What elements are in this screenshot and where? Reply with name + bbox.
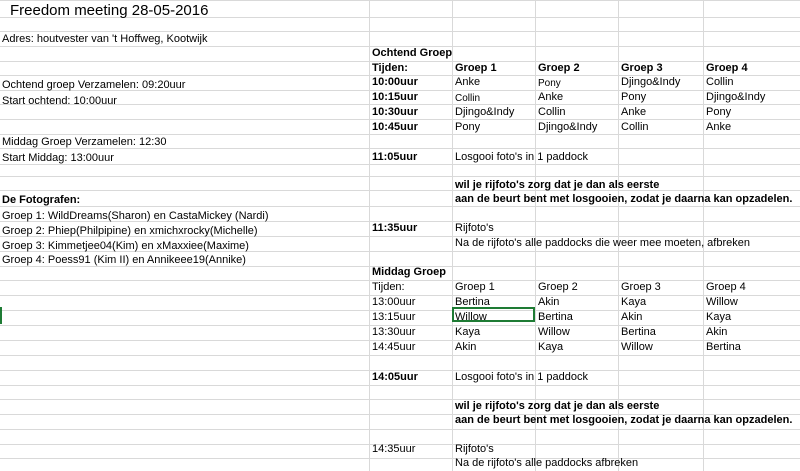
ochtend-cell[interactable]: Pony [621, 91, 647, 103]
middag-time[interactable]: 14:45uur [372, 341, 416, 353]
middag-cell[interactable]: Willow [706, 296, 738, 308]
middag-col-groep4[interactable]: Groep 4 [706, 281, 746, 293]
ochtend-cell[interactable]: Pony [706, 106, 732, 118]
middag-cell[interactable]: Kaya [538, 341, 564, 353]
ochtend-col-groep4[interactable]: Groep 4 [706, 62, 748, 74]
middag-cell[interactable]: Kaya [621, 296, 647, 308]
middag-note2[interactable]: aan de beurt bent met losgooien, zodat je daarna kan opzadelen. [455, 414, 793, 426]
fotografen-header[interactable]: De Fotografen: [2, 194, 81, 206]
grid-col-line [452, 0, 453, 471]
ochtend-cell[interactable]: Collin [538, 106, 566, 118]
grid-row-line [0, 0, 800, 1]
grid-row-line [0, 176, 800, 177]
ochtend-cell[interactable]: Pony [538, 78, 561, 89]
ochtend-rij-note[interactable]: Na de rijfoto's alle paddocks die weer mee moeten, afbreken [455, 237, 750, 249]
selected-cell-outline [452, 307, 535, 322]
grid-row-line [0, 190, 800, 191]
middag-col-groep1[interactable]: Groep 1 [455, 281, 495, 293]
ochtend-rij-time[interactable]: 11:35uur [372, 222, 418, 234]
selected-row-marker [0, 307, 2, 324]
ochtend-time[interactable]: 10:00uur [372, 76, 418, 88]
ochtend-col-groep2[interactable]: Groep 2 [538, 62, 580, 74]
ochtend-col-tijden[interactable]: Tijden: [372, 62, 408, 74]
middag-losgooi-time[interactable]: 14:05uur [372, 371, 418, 383]
ochtend-cell[interactable]: Pony [455, 121, 481, 133]
middag-cell[interactable]: Akin [621, 311, 643, 323]
grid-row-line [0, 385, 800, 386]
grid-row-line [0, 355, 800, 356]
ochtend-header[interactable]: Ochtend Groep [372, 47, 453, 59]
fotograaf-row[interactable]: Groep 2: Phiep(Philpipine) en xmichxrocky(Michelle) [2, 225, 258, 237]
ochtend-col-groep1[interactable]: Groep 1 [455, 62, 497, 74]
ochtend-rij[interactable]: Rijfoto's [455, 222, 494, 234]
ochtend-time[interactable]: 10:45uur [372, 121, 418, 133]
middag-cell[interactable]: Kaya [706, 311, 732, 323]
fotograaf-row[interactable]: Groep 3: Kimmetjee04(Kim) en xMaxxiee(Maxime) [2, 240, 249, 252]
ochtend-cell[interactable]: Collin [455, 93, 481, 104]
middag-cell[interactable]: Willow [621, 341, 653, 353]
middag-header[interactable]: Middag Groep [372, 266, 446, 278]
middag-losgooi[interactable]: Losgooi foto's in 1 paddock [455, 371, 588, 383]
middag-col-groep2[interactable]: Groep 2 [538, 281, 578, 293]
ochtend-cell[interactable]: Anke [706, 121, 732, 133]
grid-row-line [0, 206, 800, 207]
middag-cell[interactable]: Akin [538, 296, 560, 308]
middag-verzamelen-cell[interactable]: Middag Groep Verzamelen: 12:30 [2, 136, 167, 148]
ochtend-time[interactable]: 10:15uur [372, 91, 418, 103]
middag-cell[interactable]: Kaya [455, 326, 481, 338]
middag-time[interactable]: 13:30uur [372, 326, 416, 338]
ochtend-verzamelen-cell[interactable]: Ochtend groep Verzamelen: 09:20uur [2, 79, 186, 91]
middag-rij-time[interactable]: 14:35uur [372, 443, 416, 455]
grid-row-line [0, 399, 800, 400]
fotograaf-row[interactable]: Groep 4: Poess91 (Kim II) en Annikeee19(Annike) [2, 254, 246, 266]
start-ochtend-cell[interactable]: Start ochtend: 10:00uur [2, 95, 117, 107]
ochtend-note2[interactable]: aan de beurt bent met losgooien, zodat je daarna kan opzadelen. [455, 193, 793, 205]
start-middag-cell[interactable]: Start Middag: 13:00uur [2, 152, 114, 164]
middag-col-tijden[interactable]: Tijden: [372, 281, 405, 293]
address-cell[interactable]: Adres: houtvester van 't Hoffweg, Kootwijk [2, 33, 208, 45]
middag-cell[interactable]: Bertina [621, 326, 656, 338]
grid-row-line [0, 134, 800, 135]
ochtend-losgooi-time[interactable]: 11:05uur [372, 151, 418, 163]
middag-time[interactable]: 13:00uur [372, 296, 416, 308]
middag-cell[interactable]: Bertina [706, 341, 741, 353]
ochtend-cell[interactable]: Djingo&Indy [455, 106, 515, 118]
ochtend-losgooi[interactable]: Losgooi foto's in 1 paddock [455, 151, 588, 163]
middag-cell[interactable]: Akin [455, 341, 477, 353]
ochtend-cell[interactable]: Anke [621, 106, 647, 118]
middag-rij[interactable]: Rijfoto's [455, 443, 494, 455]
middag-time[interactable]: 13:15uur [372, 311, 416, 323]
middag-col-groep3[interactable]: Groep 3 [621, 281, 661, 293]
grid-row-line [0, 164, 800, 165]
grid-row-line [0, 429, 800, 430]
ochtend-cell[interactable]: Collin [706, 76, 734, 88]
ochtend-time[interactable]: 10:30uur [372, 106, 418, 118]
middag-rij-note[interactable]: Na de rijfoto's alle paddocks afbreken [455, 457, 639, 469]
ochtend-col-groep3[interactable]: Groep 3 [621, 62, 663, 74]
ochtend-note1[interactable]: wil je rijfoto's zorg dat je dan als eerste [455, 179, 660, 191]
ochtend-cell[interactable]: Djingo&Indy [706, 91, 766, 103]
fotograaf-row[interactable]: Groep 1: WildDreams(Sharon) en CastaMickey (Nardi) [2, 210, 269, 222]
middag-cell[interactable]: Akin [706, 326, 728, 338]
middag-cell[interactable]: Willow [538, 326, 570, 338]
middag-note1[interactable]: wil je rijfoto's zorg dat je dan als eerste [455, 400, 660, 412]
middag-cell-selected[interactable]: Willow [455, 311, 487, 323]
ochtend-cell[interactable]: Collin [621, 121, 649, 133]
grid-row-line [0, 119, 800, 120]
sheet-title[interactable]: Freedom meeting 28-05-2016 [10, 2, 209, 19]
ochtend-cell[interactable]: Anke [455, 76, 481, 88]
ochtend-cell[interactable]: Djingo&Indy [538, 121, 598, 133]
grid-row-line [0, 31, 800, 32]
middag-cell[interactable]: Bertina [455, 296, 490, 308]
ochtend-cell[interactable]: Djingo&Indy [621, 76, 681, 88]
grid-row-line [0, 104, 800, 105]
grid-col-line [703, 0, 704, 471]
grid-row-line [0, 458, 800, 459]
grid-col-line [369, 0, 370, 471]
middag-cell[interactable]: Bertina [538, 311, 573, 323]
ochtend-cell[interactable]: Anke [538, 91, 564, 103]
